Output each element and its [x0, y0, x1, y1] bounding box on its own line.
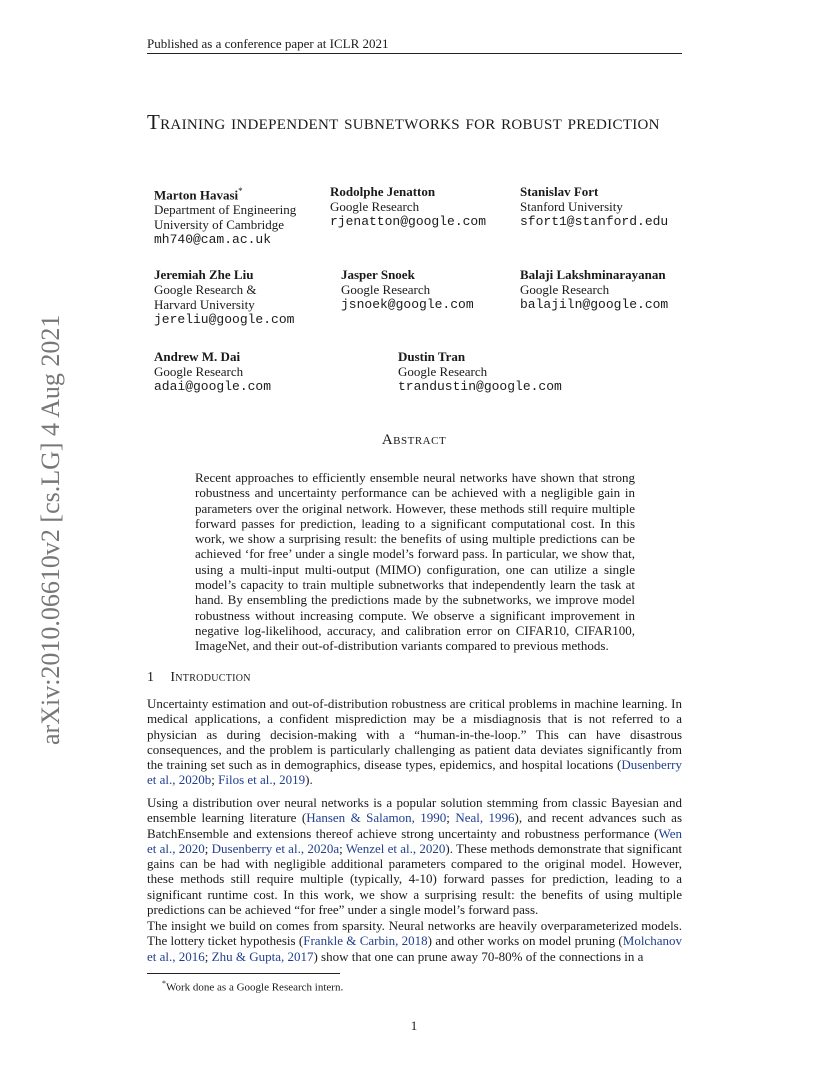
author-affiliation: Department of Engineering: [154, 202, 297, 218]
paragraph-text: ;: [446, 810, 456, 826]
author-affiliation: University of Cambridge: [154, 217, 284, 233]
author-affiliation: Google Research: [398, 364, 488, 379]
citation-link[interactable]: Frankle & Carbin, 2018: [303, 933, 428, 949]
author-affiliation: Google Research: [154, 364, 244, 379]
citation-link[interactable]: Filos et al., 2019: [218, 772, 306, 788]
section-title: Introduction: [170, 670, 251, 685]
paragraph-text: ).: [305, 772, 313, 788]
author-name: Marton Havasi: [154, 187, 239, 203]
paragraph-text: Using a distribution over neural networks is a popular solution stemming from classic Bayesian and ensemble learning literature (: [147, 795, 682, 826]
author-email[interactable]: jereliu@google.com: [154, 312, 295, 327]
citation-link[interactable]: Hansen & Salamon, 1990: [306, 810, 447, 826]
author-email[interactable]: sfort1@stanford.edu: [520, 214, 669, 229]
author-affiliation: Google Research: [330, 199, 420, 214]
paragraph-text: ) and other works on model pruning (: [427, 933, 623, 949]
header-rule: [147, 53, 682, 54]
paragraph-text: Uncertainty estimation and out-of-distribution robustness are critical problems in machine learning. In medical applications, a confident misprediction may be a misdiagnosis that is not referred to a physician as during decision-making with a “human-in-the-loop.” This can have disastrous consequences, and the problem is particularly challenging as patient data deviates significantly from the training set such as in demographics, disease types, epidemics, and hospital locations (: [147, 696, 682, 773]
author-email[interactable]: mh740@cam.ac.uk: [154, 232, 272, 248]
author-email[interactable]: adai@google.com: [154, 379, 272, 394]
paragraph: [147, 918, 682, 964]
paragraph: [147, 696, 682, 788]
author-name: Stanislav Fort: [520, 184, 599, 199]
citation-link[interactable]: Dusenberry et al., 2020b: [147, 757, 682, 788]
author-affiliation: Google Research &: [154, 282, 257, 297]
footnote: [162, 977, 343, 995]
author-email[interactable]: jsnoek@google.com: [341, 297, 474, 312]
section-number: 1: [147, 670, 155, 685]
page-number: 1: [410, 1018, 418, 1033]
author-email[interactable]: rjenatton@google.com: [330, 214, 487, 229]
footnote-mark: *: [238, 186, 243, 196]
arxiv-stamp: arXiv:2010.06610v2 [cs.LG] 4 Aug 2021: [36, 314, 65, 745]
author-block: [154, 184, 296, 247]
author-affiliation: Harvard University: [154, 297, 255, 312]
citation-link[interactable]: Dusenberry et al., 2020a: [211, 840, 340, 856]
paragraph-text: ;: [204, 840, 212, 856]
author-name: Jasper Snoek: [341, 267, 415, 282]
paragraph-text: ;: [211, 772, 219, 788]
author-name: Dustin Tran: [398, 349, 466, 364]
author-affiliation: Google Research: [520, 282, 610, 297]
abstract-heading: Abstract: [381, 432, 447, 448]
paragraph: [147, 795, 682, 917]
running-header: Published as a conference paper at ICLR 2021: [147, 36, 389, 51]
paragraph-text: ) show that one can prune away 70-80% of the connections in a: [313, 948, 644, 964]
paragraph-text: ;: [339, 840, 346, 856]
citation-link[interactable]: Zhu & Gupta, 2017: [211, 948, 314, 964]
author-name: Balaji Lakshminarayanan: [520, 267, 666, 282]
footnote-text: Work done as a Google Research intern.: [166, 981, 344, 994]
author-email[interactable]: trandustin@google.com: [398, 379, 562, 394]
citation-link[interactable]: Neal, 1996: [455, 810, 515, 826]
citation-link[interactable]: Molchanov et al., 2016: [147, 933, 682, 964]
citation-link[interactable]: Wen et al., 2020: [147, 825, 682, 856]
paragraph-text: ), and recent advances such as BatchEnsemble and extensions thereof achieve strong uncertainty and robustness performance (: [147, 810, 683, 841]
author-block: [398, 349, 562, 394]
author-affiliation: Google Research: [341, 282, 431, 297]
author-name: Rodolphe Jenatton: [330, 184, 436, 199]
author-block: [341, 267, 474, 312]
abstract-body: Recent approaches to efficiently ensemble neural networks have shown that strong robustness and uncertainty performance can be achieved with a negligible gain in parameters over the original network. However, these methods still require multiple forward passes for prediction, leading to a significant computational cost. In this work, we show a surprising result: the benefits of using multiple predictions can be achieved ‘for free’ under a single model’s forward pass. In particular, we show that, using a multi-input multi-output (MIMO) configuration, one can utilize a single model’s capacity to train multiple subnetworks that independently learn the task at hand. By ensembling the predictions made by the subnetworks, we improve model robustness without increasing compute. We observe a significant improvement in negative log-likelihood, accuracy, and calibration error on CIFAR10, CIFAR100, ImageNet, and their out-of-distribution variants compared to previous methods.: [195, 470, 635, 654]
author-affiliation: Stanford University: [520, 199, 623, 214]
footnote-rule: [147, 973, 340, 974]
author-name: Andrew M. Dai: [154, 349, 241, 364]
author-name: Jeremiah Zhe Liu: [154, 267, 254, 282]
paragraph-text: The insight we build on comes from sparsity. Neural networks are heavily overparameterized models. The lottery ticket hypothesis (: [147, 918, 682, 949]
author-block: [154, 349, 271, 394]
author-block: [520, 184, 668, 229]
paragraph-text: ). These methods demonstrate that significant gains can be had with negligible additional parameters compared to the original model. However, these methods still require multiple (typically, 4-10) forward passes for prediction, leading to a significant runtime cost. In this work, we show a surprising result: the benefits of using multiple predictions can be achieved “for free” under a single model’s forward pass.: [147, 840, 683, 918]
author-block: [154, 267, 294, 327]
footnote-mark: *: [162, 979, 166, 988]
author-email[interactable]: balajiln@google.com: [520, 297, 669, 312]
section-heading: [147, 670, 251, 686]
paper-title: Training independent subnetworks for robust prediction: [147, 110, 660, 134]
paragraph-text: ;: [204, 948, 212, 964]
citation-link[interactable]: Wenzel et al., 2020: [345, 840, 446, 856]
author-block: [330, 184, 486, 229]
author-block: [520, 267, 668, 312]
